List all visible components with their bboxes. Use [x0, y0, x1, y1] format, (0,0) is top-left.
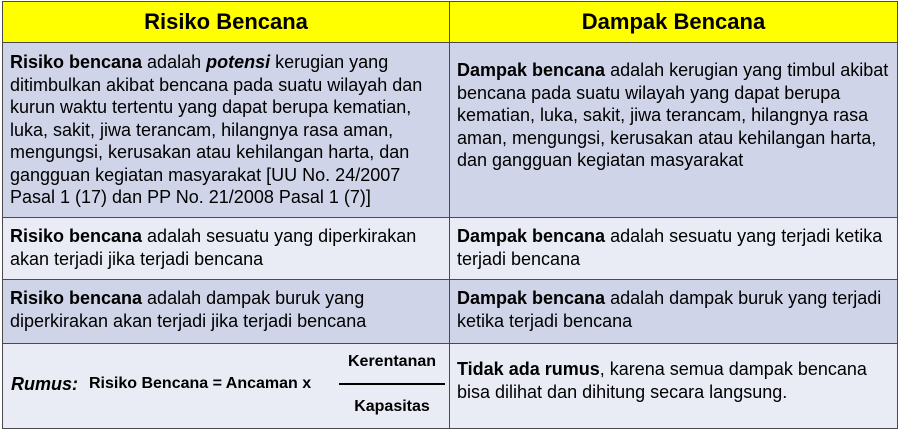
no-formula-cell: [450, 344, 898, 429]
dampak-cell: [450, 280, 898, 344]
risiko-cell: [3, 280, 450, 344]
risiko-definition-cell: [3, 43, 450, 218]
dampak-definition-cell: [450, 43, 898, 218]
no-formula-term: Tidak ada rumus: [457, 359, 600, 379]
fraction-bar: [339, 383, 445, 385]
no-formula-text: [450, 344, 897, 407]
header-dampak: Dampak Bencana: [450, 2, 898, 43]
table-row: [3, 280, 898, 344]
text-segment: adalah sesuatu yang terjadi ketika terjadi bencana: [457, 226, 883, 269]
table-row: [3, 344, 898, 429]
text-segment: , karena semua dampak bencana bisa dilihat dan dihitung secara langsung.: [457, 359, 867, 402]
formula-cell: [3, 344, 450, 429]
dampak-text: [450, 218, 897, 274]
dampak-term: Dampak bencana: [457, 288, 606, 308]
risiko-text: [3, 280, 449, 336]
header-row: [3, 2, 898, 43]
comparison-table: [2, 1, 898, 429]
dampak-definition-text: [450, 43, 897, 176]
text-segment: adalah kerugian yang timbul akibat bencana pada suatu wilayah yang dapat berupa kematian, luka, sakit, jiwa terancam, hilangnya rasa aman, mengungsi, kerusakan atau kehilangan harta, dan gangguan kegiatan masyarakat: [457, 60, 889, 170]
potensi-emphasis: potensi: [206, 52, 271, 72]
formula-fraction: [339, 350, 445, 419]
text-segment: kerugian yang ditimbulkan akibat bencana pada suatu wilayah dan kurun waktu tertentu yang dapat berupa kematian, luka, sakit, jiwa terancam, hilangnya rasa aman, mengungsi, kerusakan atau kehilangan harta, dan gangguan kegiatan masyarakat [UU No. 24/2007 Pasal 1 (17) dan PP No. 21/2008 Pasal 1 (7)]: [10, 52, 423, 207]
dampak-term: Dampak bencana: [457, 226, 606, 246]
formula-lhs: Risiko Bencana = Ancaman x: [89, 375, 312, 392]
table-row: [3, 43, 898, 218]
dampak-text: [450, 280, 897, 336]
risiko-text: [3, 218, 449, 274]
text-segment: adalah sesuatu yang diperkirakan akan terjadi jika terjadi bencana: [10, 226, 417, 269]
text-segment: adalah dampak buruk yang terjadi ketika terjadi bencana: [457, 288, 882, 331]
risiko-term: Risiko bencana: [10, 288, 143, 308]
formula-numerator: Kerentanan: [347, 353, 437, 370]
formula-container: [3, 344, 449, 424]
dampak-term: Dampak bencana: [457, 60, 606, 80]
risiko-term: Risiko bencana: [10, 52, 143, 72]
risiko-term: Risiko bencana: [10, 226, 143, 246]
risiko-cell: [3, 218, 450, 280]
text-segment: adalah dampak buruk yang diperkirakan akan terjadi jika terjadi bencana: [10, 288, 367, 331]
header-risiko: Risiko Bencana: [3, 2, 450, 43]
risiko-definition-text: [3, 43, 449, 213]
formula-label: Rumus:: [11, 374, 78, 394]
text-segment: adalah: [142, 52, 207, 72]
dampak-cell: [450, 218, 898, 280]
table-row: [3, 218, 898, 280]
formula-denominator: Kapasitas: [354, 398, 430, 415]
